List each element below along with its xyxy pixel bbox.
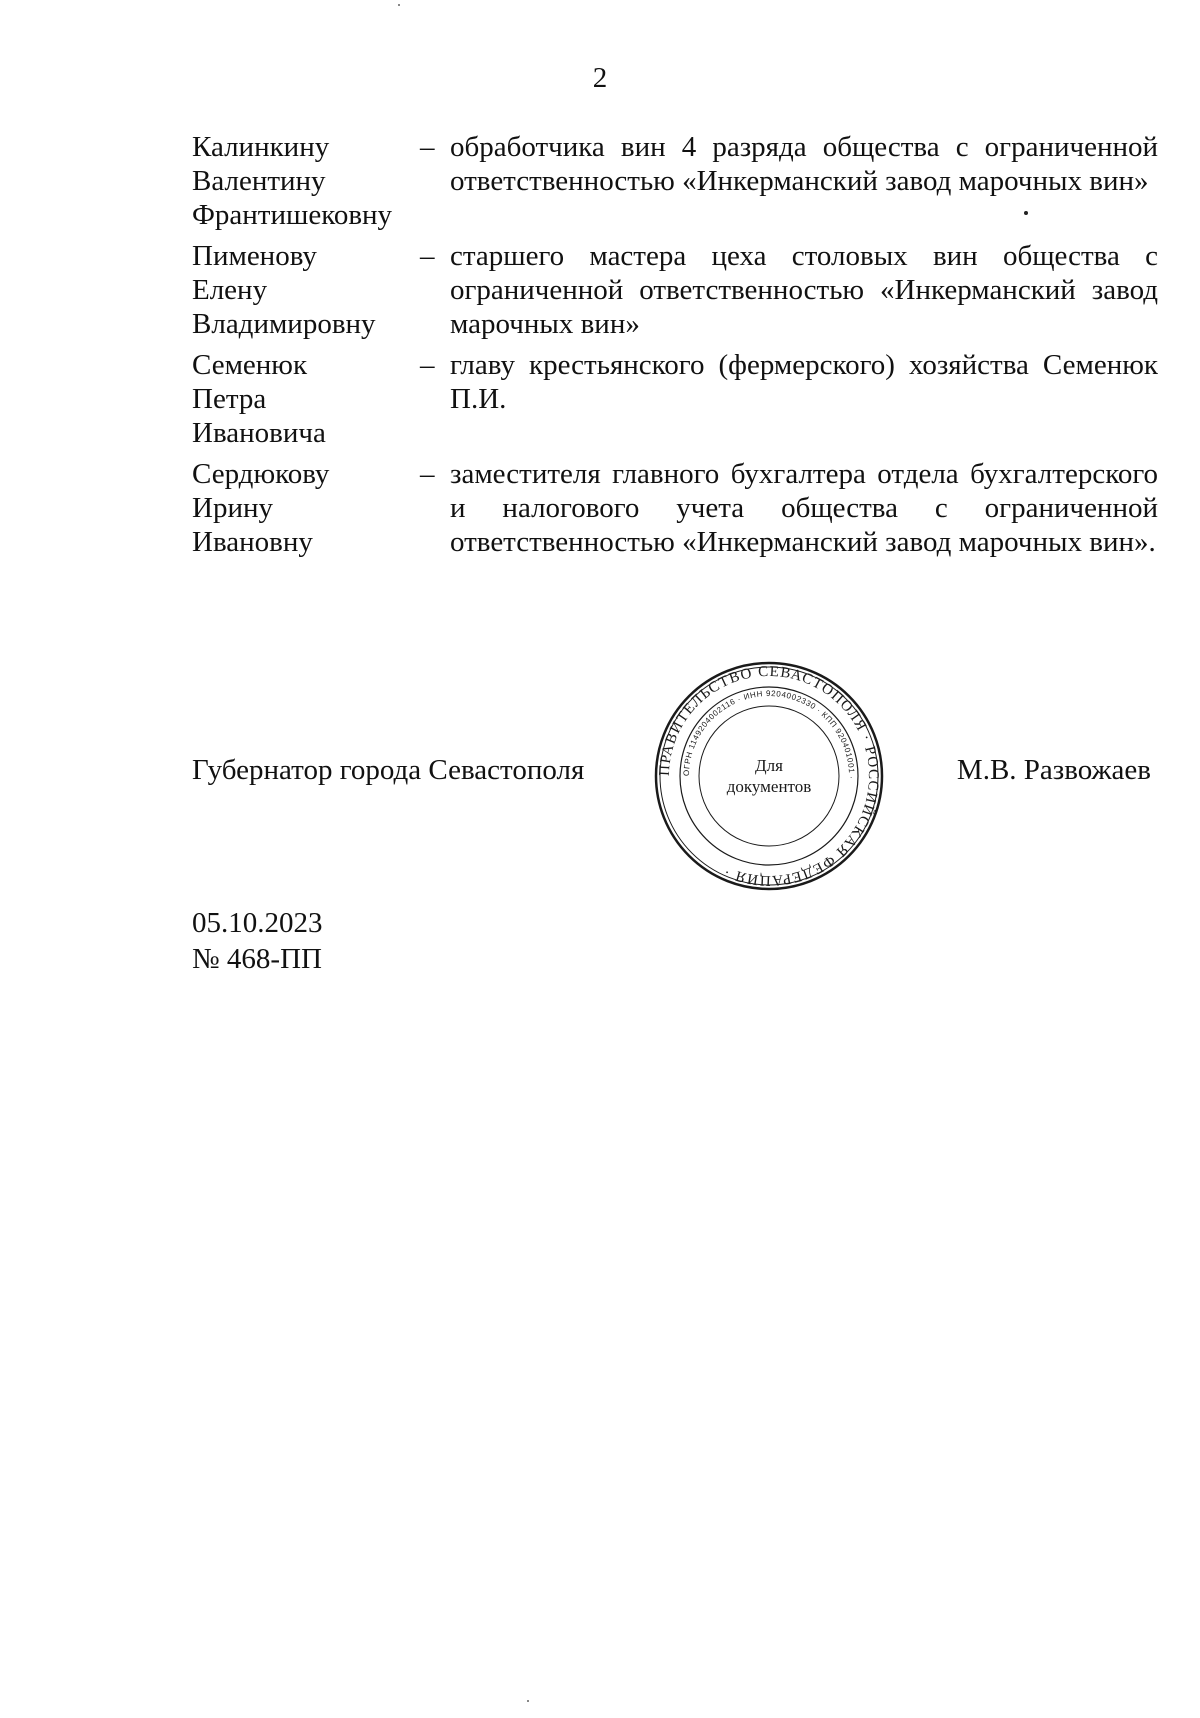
dash: – (420, 240, 435, 272)
person-name-line: Владимировну (192, 308, 376, 340)
signature-title: Губернатор города Севастополя (192, 754, 585, 786)
person-name (192, 130, 420, 232)
person-name-line: Калинкину (192, 131, 330, 163)
person-name-line: Франтишековну (192, 199, 393, 231)
seal-inner-textpath: ОГРН 1149204002116 · ИНН 9204002330 · КПП 920401001 · (681, 688, 857, 780)
document-date: 05.10.2023 (192, 907, 323, 939)
seal-outer-textpath: ПРАВИТЕЛЬСТВО СЕВАСТОПОЛЯ · РОССИЙСКАЯ ФЕДЕРАЦИЯ · (656, 663, 882, 889)
position-text: заместителя главного бухгалтера отдела бухгалтерского и налогового учета общества с ограниченной ответственностью «Инкерманский завод марочных вин». (450, 458, 1158, 558)
person-name-line: Семенюк (192, 349, 308, 381)
award-entry (192, 457, 1158, 559)
position-text: старшего мастера цеха столовых вин общества с ограниченной ответственностью «Инкерманский завод марочных вин» (450, 240, 1158, 340)
awards-list (192, 130, 1158, 566)
person-name-line: Елену (192, 274, 268, 306)
person-name-line: Ивановича (192, 417, 326, 449)
award-entry (192, 348, 1158, 450)
stray-dot (1024, 211, 1028, 215)
person-name (192, 457, 420, 559)
person-name-line: Сердюкову (192, 458, 330, 490)
seal-inner-ring (699, 706, 839, 846)
person-name (192, 239, 420, 341)
award-entry (192, 239, 1158, 341)
signature-name: М.В. Развожаев (956, 754, 1151, 786)
dash: – (420, 131, 435, 163)
dash: – (420, 349, 435, 381)
position-text: обработчика вин 4 разряда общества с ограниченной ответственностью «Инкерманский завод марочных вин» (450, 131, 1158, 197)
seal-center-line1: Для (755, 756, 783, 775)
person-name-line: Ивановну (192, 526, 313, 558)
document-number: № 468-ПП (192, 943, 322, 975)
page-number: 2 (592, 62, 608, 94)
person-name-line: Валентину (192, 165, 326, 197)
seal-center-line2: документов (726, 777, 812, 796)
official-seal (653, 660, 885, 892)
seal-middle-ring (680, 687, 858, 865)
position-text: главу крестьянского (фермерского) хозяйства Семенюк П.И. (450, 349, 1158, 415)
person-name-line: Ирину (192, 492, 273, 524)
scan-speck (527, 1700, 529, 1702)
dash: – (420, 458, 435, 490)
person-name-line: Пименову (192, 240, 317, 272)
person-name-line: Петра (192, 383, 267, 415)
person-name (192, 348, 420, 450)
award-entry (192, 130, 1158, 232)
scan-speck (398, 4, 400, 6)
